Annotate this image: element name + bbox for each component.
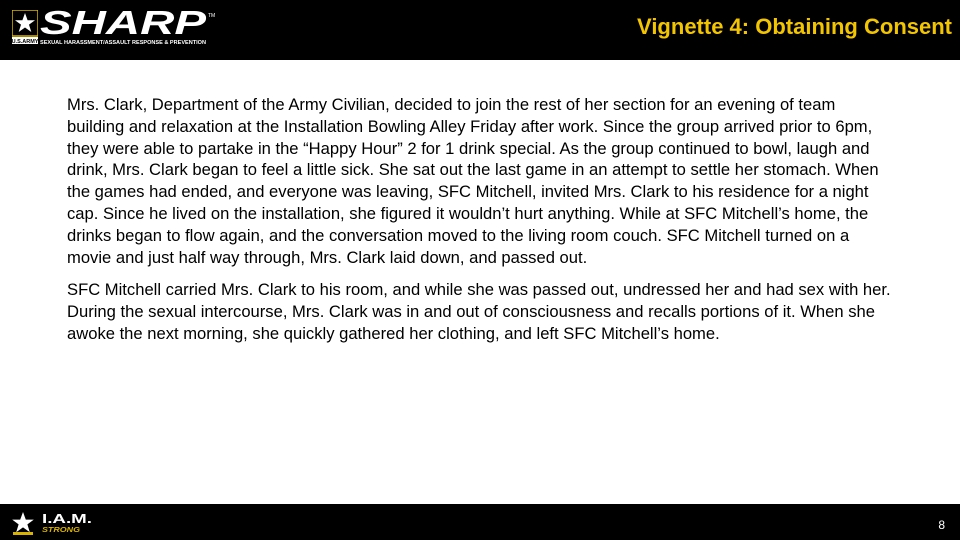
vignette-paragraph-2: SFC Mitchell carried Mrs. Clark to his room, and while she was passed out, undressed her and had sex with her. During the sexual intercourse, Mrs. Clark was in and out of consciousness and recalls portions of it. When she awoke the next morning, she quickly gathered her clothing, and left SFC Mitchell’s home. xyxy=(67,280,891,343)
sharp-logo-subtitle: SEXUAL HARASSMENT/ASSAULT RESPONSE & PREVENTION xyxy=(40,40,207,46)
iam-logo-text: I.A.M. xyxy=(42,511,92,526)
page-number: 8 xyxy=(938,518,945,532)
iam-logo-subtitle: STRONG xyxy=(42,527,81,534)
iam-strong-logo xyxy=(40,509,100,537)
header-bar xyxy=(0,0,960,60)
vignette-body xyxy=(67,94,897,356)
sharp-logo-text: SHARP xyxy=(40,8,208,41)
sharp-trademark: TM xyxy=(208,13,216,19)
slide-title: Vignette 4: Obtaining Consent xyxy=(637,14,952,39)
army-badge-text: U.S.ARMY xyxy=(12,39,38,44)
footer-bar xyxy=(0,504,960,540)
sharp-logo xyxy=(40,8,220,48)
army-star-icon xyxy=(12,10,38,44)
vignette-paragraph-1: Mrs. Clark, Department of the Army Civilian, decided to join the rest of her section for an evening of team building and relaxation at the Installation Bowling Alley Friday after work. Since the group arrived prior to 6pm, they were able to partake in the “Happy Hour” 2 for 1 drink special. As the group continued to bowl, laugh and drink, Mrs. Clark began to feel a little sick. She sat out the last game in an attempt to settle her stomach. When the games had ended, and everyone was leaving, SFC Mitchell, invited Mrs. Clark to his residence for a night cap. Since he lived on the installation, she figured it wouldn’t hurt anything. While at SFC Mitchell’s home, the drinks began to flow again, and the conversation moved to the living room couch. SFC Mitchell turned on a movie and just half way through, Mrs. Clark laid down, and passed out. xyxy=(67,95,879,267)
army-star-footer-icon xyxy=(10,510,36,536)
